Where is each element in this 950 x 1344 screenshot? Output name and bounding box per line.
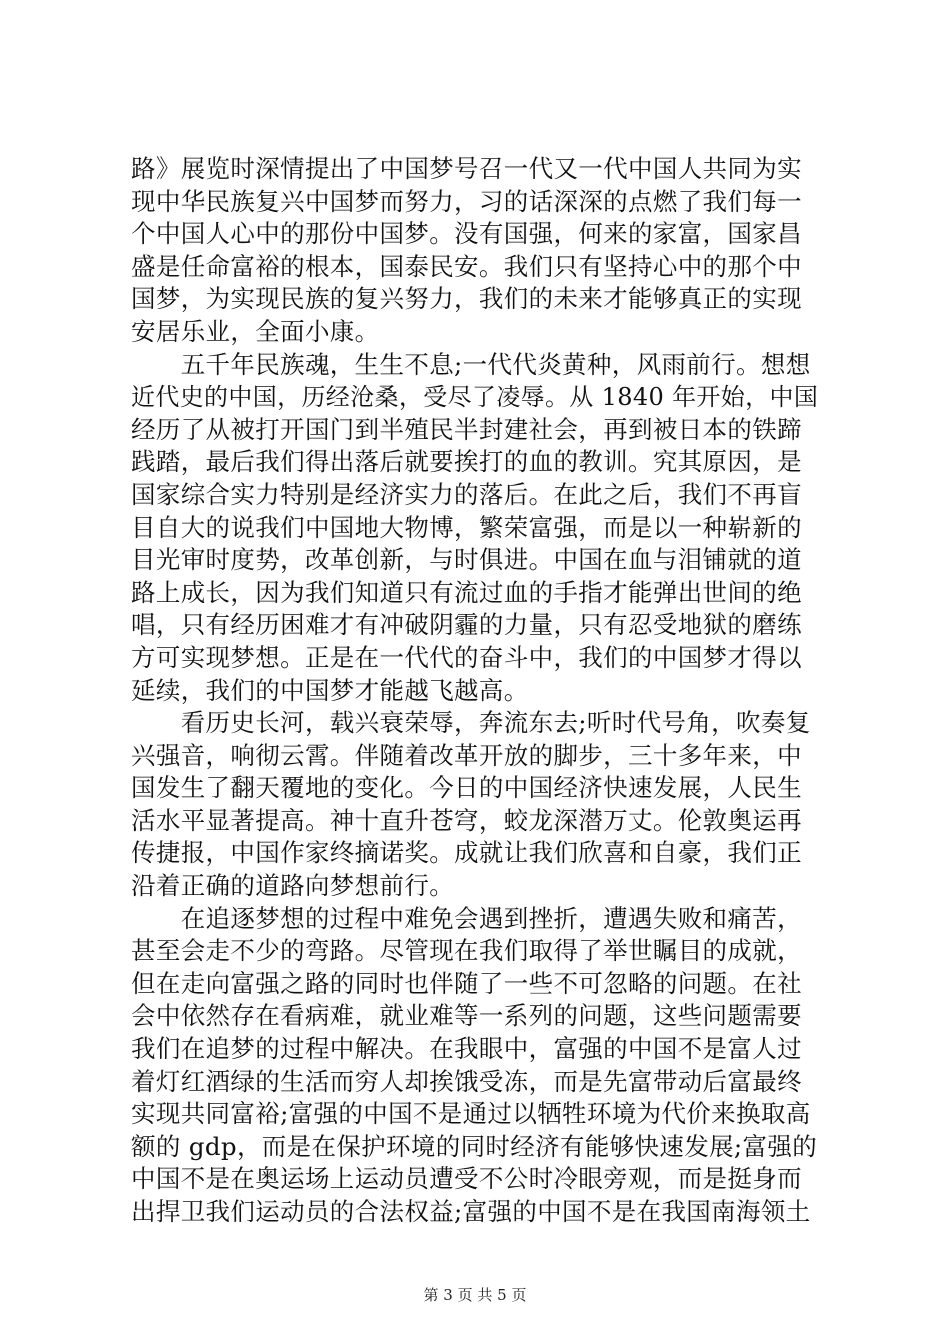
text-line: 会中依然存在看病难，就业难等一系列的问题，这些问题需要 <box>131 1001 802 1031</box>
document-body <box>131 153 821 1229</box>
text-line: 盛是任命富裕的根本，国泰民安。我们只有坚持心中的那个中 <box>131 251 802 281</box>
text-line: 目光审时度势，改革创新，与时俱进。中国在血与泪铺就的道 <box>131 545 802 575</box>
text-line: 实现共同富裕;富强的中国不是通过以牺牲环境为代价来换取高 <box>131 1099 811 1129</box>
text-line: 五千年民族魂，生生不息;一代代炎黄种，风雨前行。想想 <box>131 349 811 379</box>
text-line: 现中华民族复兴中国梦而努力，习的话深深的点燃了我们每一 <box>131 186 802 216</box>
text-line: 在追逐梦想的过程中难免会遇到挫折，遭遇失败和痛苦， <box>131 903 802 933</box>
text-line: 践踏，最后我们得出落后就要挨打的血的教训。究其原因，是 <box>131 447 802 477</box>
text-line: 国家综合实力特别是经济实力的落后。在此之后，我们不再盲 <box>131 479 802 509</box>
text-line: 国梦，为实现民族的复兴努力，我们的未来才能够真正的实现 <box>131 284 802 314</box>
text-line: 但在走向富强之路的同时也伴随了一些不可忽略的问题。在社 <box>131 968 802 998</box>
text-line: 中国不是在奥运场上运动员遭受不公时冷眼旁观，而是挺身而 <box>131 1164 802 1194</box>
text-line: 经历了从被打开国门到半殖民半封建社会，再到被日本的铁蹄 <box>131 414 802 444</box>
text-line: 近代史的中国，历经沧桑，受尽了凌辱。从 1840 年开始，中国 <box>131 383 819 412</box>
text-line: 安居乐业，全面小康。 <box>131 316 380 346</box>
text-line: 方可实现梦想。正是在一代代的奋斗中，我们的中国梦才得以 <box>131 642 802 672</box>
text-line: 目自大的说我们中国地大物博，繁荣富强，而是以一种崭新的 <box>131 512 802 542</box>
text-line: 国发生了翻天覆地的变化。今日的中国经济快速发展，人民生 <box>131 773 802 803</box>
text-line: 看历史长河，载兴衰荣辱，奔流东去;听时代号角，吹奏复 <box>131 708 811 738</box>
text-line: 甚至会走不少的弯路。尽管现在我们取得了举世瞩目的成就， <box>131 936 802 966</box>
page-footer: 第 3 页 共 5 页 <box>423 1286 527 1304</box>
text-line: 额的 gdp，而是在保护环境的同时经济有能够快速发展;富强的 <box>131 1131 818 1161</box>
text-line: 路》展览时深情提出了中国梦号召一代又一代中国人共同为实 <box>131 154 802 183</box>
text-line: 延续，我们的中国梦才能越飞越高。 <box>131 675 529 705</box>
text-line: 出捍卫我们运动员的合法权益;富强的中国不是在我国南海领土 <box>131 1197 811 1226</box>
text-line: 个中国人心中的那份中国梦。没有国强，何来的家富，国家昌 <box>131 219 802 249</box>
text-line: 传捷报，中国作家终摘诺奖。成就让我们欣喜和自豪，我们正 <box>131 838 802 868</box>
text-line: 唱，只有经历困难才有冲破阴霾的力量，只有忍受地狱的磨练 <box>131 610 802 640</box>
text-line: 活水平显著提高。神十直升苍穹，蛟龙深潜万丈。伦敦奥运再 <box>131 805 802 835</box>
text-line: 我们在追梦的过程中解决。在我眼中，富强的中国不是富人过 <box>131 1034 802 1064</box>
text-line: 兴强音，响彻云霄。伴随着改革开放的脚步，三十多年来，中 <box>131 740 802 770</box>
text-line: 着灯红酒绿的生活而穷人却挨饿受冻，而是先富带动后富最终 <box>131 1066 802 1096</box>
text-line: 沿着正确的道路向梦想前行。 <box>131 871 455 901</box>
text-line: 路上成长，因为我们知道只有流过血的手指才能弹出世间的绝 <box>131 577 802 607</box>
